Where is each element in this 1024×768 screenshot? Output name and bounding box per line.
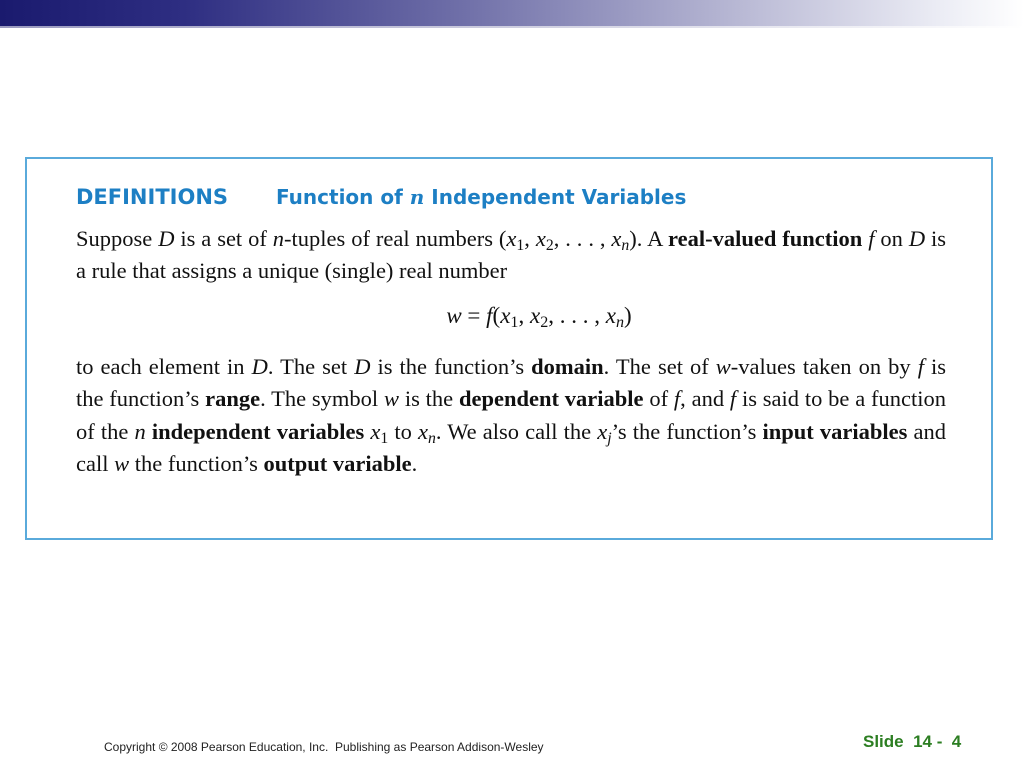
slide-number: Slide 14 - 4 [863,732,962,751]
term-real-valued: real-valued [668,226,777,251]
definition-box [25,157,993,540]
term-domain: domain [531,354,604,379]
function-formula: $w = f(x_1$, $x_2$, . . . , $x_n$) [446,303,632,332]
definition-header [76,185,686,209]
top-gradient-bar [0,0,1024,26]
footer-copyright: Copyright © 2008 Pearson Education, Inc. Publishing as Pearson Addison-Wesley [104,740,544,754]
term-dependent-variable: dependent variable [458,386,644,412]
term-independent-variables: independent variables [151,418,365,444]
term-range: range [205,386,261,412]
term-function: function [782,226,863,251]
term-input-variables: input variables [762,418,908,444]
definition-paragraph-2: to each element in D. The set D is the function’s domain. The set of w-values taken on by f is the function’s range. The symbol w is the dependent variable of f, and f is said to be a function of the n independent variables $x_1$ to $x_n$. We also call the $x_j’s$ the function’s input variables and call w the function’s output variable. [76,354,947,477]
definition-paragraph-1: Suppose D is a set of n-tuples of real numbers ($x_1$, $x_2$, . . . , $x_n$). A real-valued function f on D is a rule that assigns a unique (single) real number [76,226,947,284]
term-output-variable: output variable [263,451,412,477]
definitions-label: DEFINITIONS [76,185,229,209]
definition-title: Function of n Independent Variables [276,185,687,209]
